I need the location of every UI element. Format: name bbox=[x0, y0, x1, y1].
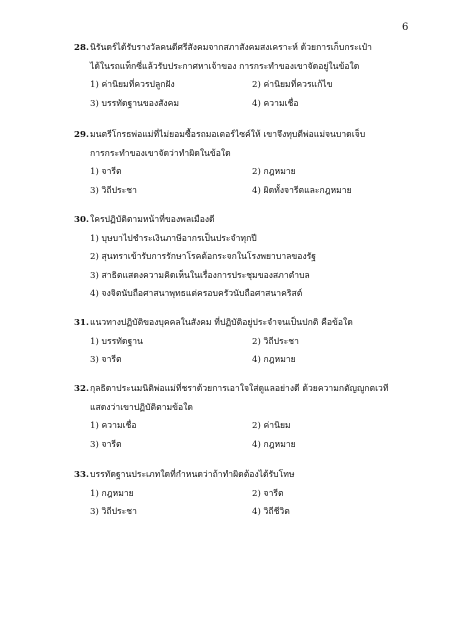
answer-option: 4) กฎหมาย bbox=[252, 439, 296, 450]
question-number: 30. bbox=[74, 215, 89, 225]
question-number: 32. bbox=[74, 384, 89, 394]
question-33 bbox=[74, 466, 424, 522]
answer-option: 2) วิถีประชา bbox=[252, 336, 299, 347]
question-number: 31. bbox=[74, 318, 89, 328]
answer-option: 4) ความเชื่อ bbox=[252, 98, 299, 109]
answer-option: 2) กฎหมาย bbox=[252, 167, 296, 177]
question-text-line: แสดงว่าเขาปฏิบัติตามข้อใด bbox=[90, 402, 193, 413]
answer-option: 4) กฎหมาย bbox=[252, 355, 296, 365]
answer-option: 4) ผิดทั้งจารีตและกฎหมาย bbox=[252, 185, 352, 196]
answer-option: 2) ค่านิยมที่ควรแก้ไข bbox=[252, 80, 333, 90]
answer-option: 1) จารีต bbox=[90, 167, 122, 177]
question-text-line: มนตรีโกรธพ่อแม่ที่ไม่ยอมซื้อรถมอเตอร์ไซค์ให้ เขาจึงทุบตีพ่อแม่จนบาดเจ็บ bbox=[90, 130, 366, 140]
answer-option: 3) วิถีประชา bbox=[90, 507, 137, 517]
answer-option: 4) วิถีชีวิต bbox=[252, 507, 290, 517]
question-text-line: ได้ในรถแท็กซี่แล้วรับประกาศหาเจ้าของ การกระทำของเขาจัดอยู่ในข้อใด bbox=[90, 61, 360, 72]
question-28 bbox=[74, 39, 424, 113]
question-text-line: บรรทัดฐานประเภทใดที่กำหนดว่าถ้าทำผิดต้องได้รับโทษ bbox=[90, 470, 295, 480]
answer-option: 3) วิถีประชา bbox=[90, 185, 137, 196]
question-number: 29. bbox=[74, 130, 89, 140]
question-30 bbox=[74, 211, 424, 304]
answer-option: 1) กฎหมาย bbox=[90, 488, 134, 499]
question-text-line: นิรันดร์ได้รับรางวัลคนดีศรีสังคมจากสภาสังคมสงเคราะห์ ด้วยการเก็บกระเป๋า bbox=[90, 43, 372, 53]
question-31 bbox=[74, 314, 424, 370]
answer-option: 3) สาธิตแสดงความคิดเห็นในเรื่องการประชุมของสภาตำบล bbox=[90, 270, 310, 281]
question-29 bbox=[74, 126, 424, 200]
question-text-line: ใครปฏิบัติตามหน้าที่ของพลเมืองดี bbox=[90, 215, 215, 225]
answer-option: 1) บุษบาไปชำระเงินภาษีอากรเป็นประจำทุกปี bbox=[90, 233, 257, 244]
answer-option: 4) จงจิตนับถือศาสนาพุทธแต่ครอบครัวนับถือศาสนาคริสต์ bbox=[90, 289, 303, 299]
question-text-line: แนวทางปฏิบัติของบุคคลในสังคม ที่ปฏิบัติอยู่ประจำจนเป็นปกติ คือข้อใด bbox=[90, 318, 353, 328]
page-number: 6 bbox=[402, 22, 409, 33]
answer-option: 1) บรรทัดฐาน bbox=[90, 336, 143, 347]
question-text-line: การกระทำของเขาจัดว่าทำผิดในข้อใด bbox=[90, 148, 231, 159]
answer-option: 3) จารีต bbox=[90, 439, 122, 450]
answer-option: 3) บรรทัดฐานของสังคม bbox=[90, 98, 180, 109]
question-text-line: กุลธิดาประนมนิติพ่อแม่ที่ชราด้วยการเอาใจใส่ดูแลอย่างดี ด้วยความกตัญญูกตเวที bbox=[90, 384, 389, 394]
answer-option: 2) จารีต bbox=[252, 488, 284, 499]
answer-option: 1) ความเชื่อ bbox=[90, 421, 137, 431]
answer-option: 2) ค่านิยม bbox=[252, 421, 291, 431]
question-number: 33. bbox=[74, 470, 89, 480]
answer-option: 2) สุนทราเข้ารับการรักษาโรคต้อกระจกในโรงพยาบาลของรัฐ bbox=[90, 252, 316, 262]
question-32 bbox=[74, 380, 424, 454]
answer-option: 3) จารีต bbox=[90, 355, 122, 365]
question-number: 28. bbox=[74, 43, 89, 53]
answer-option: 1) ค่านิยมที่ควรปลูกฝัง bbox=[90, 80, 175, 90]
